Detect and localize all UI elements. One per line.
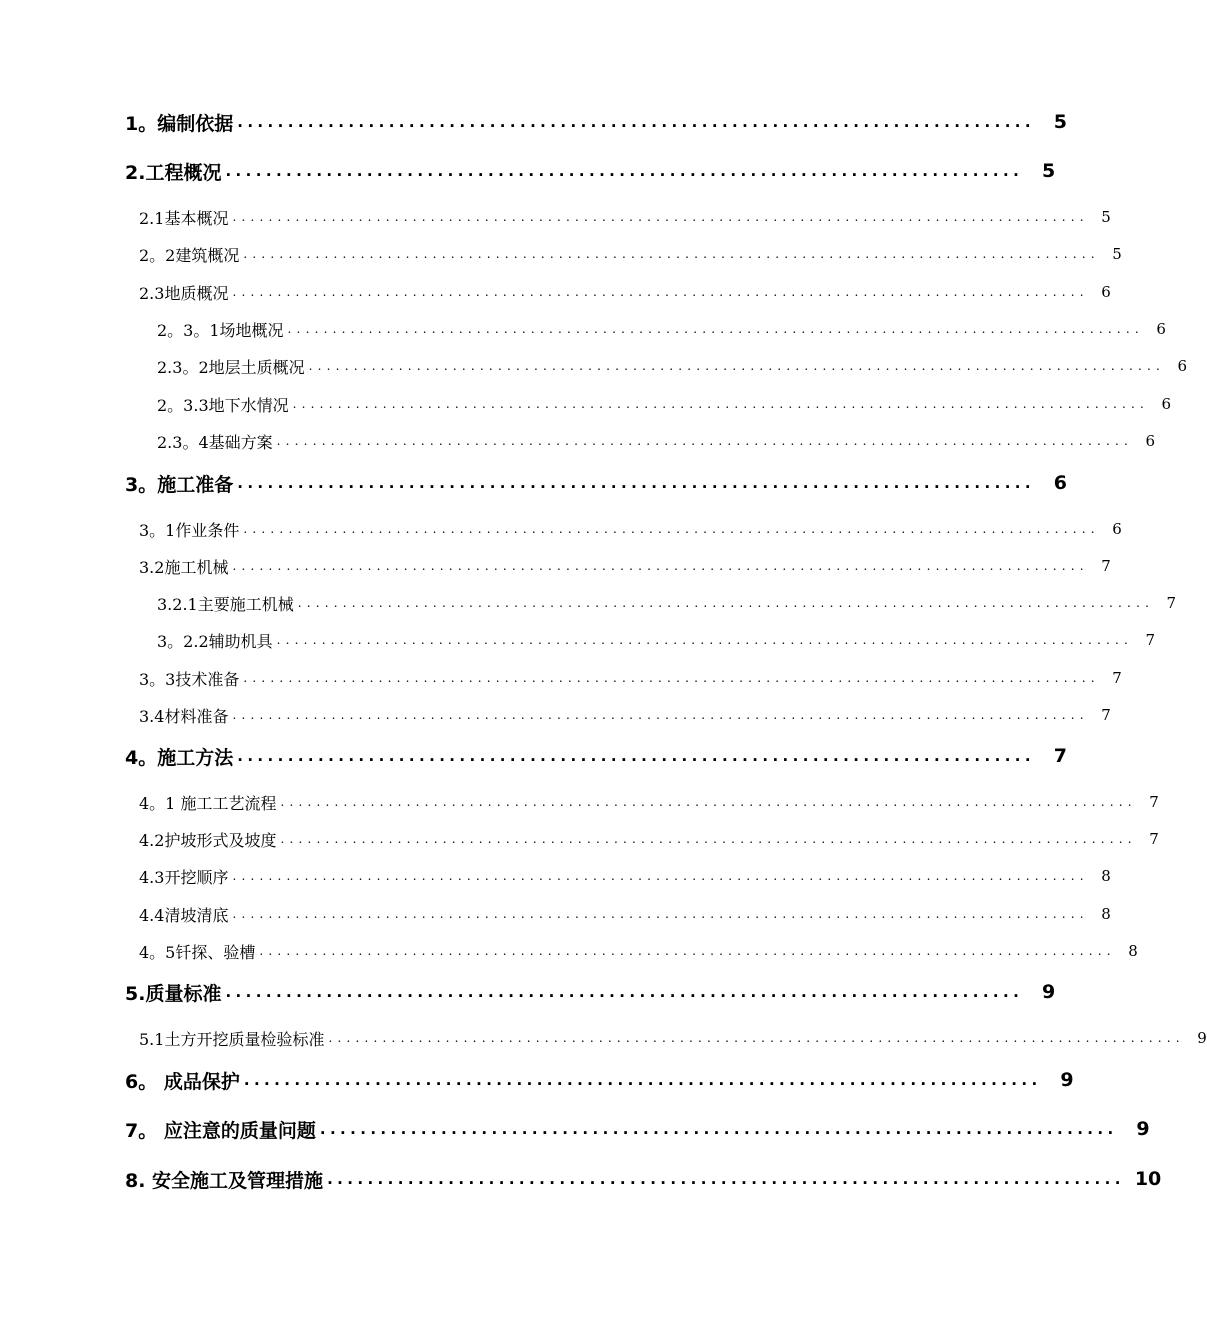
toc-entry[interactable] [125,468,1067,498]
toc-entry[interactable] [139,516,1122,542]
toc-dot-leader: ............................................................................... [237,474,1035,492]
toc-page-number: 5 [1041,160,1056,182]
toc-entry[interactable] [139,553,1111,579]
toc-entry-label: 2.3地质概况 [139,283,229,303]
toc-entry-label: 2。2建筑概况 [139,245,240,265]
toc-entry[interactable] [139,1025,1207,1051]
toc-entry-label: 5.质量标准 [125,982,222,1005]
toc-page-number: 6 [1112,520,1122,538]
toc-entry-label: 3。1作业条件 [139,520,240,540]
toc-entry[interactable] [125,1114,1150,1144]
toc-entry-label: 3。3技术准备 [139,669,240,689]
toc-entry[interactable] [139,901,1111,927]
toc-dot-leader: ............................................................................... [319,1120,1118,1138]
toc-dot-leader: ............................................................................................... [243,522,1100,536]
toc-entry[interactable] [157,627,1156,653]
toc-dot-leader: ............................................................................................... [232,559,1089,573]
toc-entry-label: 3.2施工机械 [139,557,229,577]
toc-dot-leader: ............................................................................................... [328,1031,1185,1045]
toc-entry-label: 8. 安全施工及管理措施 [125,1169,324,1192]
toc-page-number: 7 [1101,557,1111,575]
toc-page-number: 6 [1156,320,1166,338]
toc-entry-label: 4。5钎探、验槽 [139,942,256,962]
toc-dot-leader: ............................................................................................... [280,795,1137,809]
toc-entry[interactable] [139,938,1138,964]
toc-dot-leader: ............................................................................................... [280,832,1137,846]
toc-page-number: 5 [1101,208,1111,226]
toc-page-number: 8 [1128,942,1138,960]
toc-entry[interactable] [157,391,1172,417]
toc-dot-leader: ............................................................................................... [287,322,1144,336]
toc-dot-leader: ............................................................................... [237,113,1035,131]
toc-entry[interactable] [139,863,1111,889]
toc-entry-label: 3。施工准备 [125,473,234,496]
toc-entry[interactable] [139,241,1122,267]
toc-page-number: 7 [1166,594,1177,612]
toc-entry[interactable] [125,977,1056,1007]
toc-entry-label: 5.1土方开挖质量检验标准 [139,1029,325,1049]
toc-page-number: 5 [1112,245,1122,263]
toc-dot-leader: ............................................................................... [225,983,1024,1001]
toc-page-number: 7 [1145,631,1156,649]
toc-dot-leader: ............................................................................................... [259,944,1116,958]
toc-page-number: 7 [1053,745,1067,767]
toc-entry-label: 2.1基本概况 [139,208,229,228]
toc-entry[interactable] [139,204,1111,230]
toc-entry[interactable] [157,316,1166,342]
toc-page-number: 9 [1136,1118,1150,1140]
toc-page-number: 7 [1101,706,1111,724]
toc-entry[interactable] [125,1065,1074,1095]
toc-entry-label: 7。 应注意的质量问题 [125,1119,316,1142]
toc-page-number: 6 [1161,395,1172,413]
toc-dot-leader: ............................................................................................... [297,596,1155,610]
toc-entry[interactable] [139,826,1159,852]
toc-entry[interactable] [139,279,1111,305]
toc-page-number: 9 [1041,981,1056,1003]
toc-entry-label: 4。1 施工工艺流程 [139,793,277,813]
toc-entry-label: 6。 成品保护 [125,1070,240,1093]
toc-entry-label: 4.2护坡形式及坡度 [139,830,277,850]
toc-entry-label: 2。3。1场地概况 [157,320,284,340]
toc-entry-label: 2.工程概况 [125,161,222,184]
toc-dot-leader: ............................................................................................... [232,285,1089,299]
toc-entry-label: 1。编制依据 [125,112,234,135]
toc-dot-leader: ............................................................................................... [243,247,1100,261]
toc-entry-label: 4.4清坡清底 [139,905,229,925]
toc-entry[interactable] [125,1164,1162,1194]
toc-entry[interactable] [139,665,1122,691]
toc-entry[interactable] [139,789,1159,815]
toc-page-number: 5 [1053,111,1067,133]
toc-entry-label: 4.3开挖顺序 [139,867,229,887]
toc-dot-leader: ............................................................................................... [276,633,1134,647]
toc-entry-label: 3.4材料准备 [139,706,229,726]
toc-page-number: 6 [1177,357,1188,375]
toc-entry[interactable] [139,702,1111,728]
toc-dot-leader: ............................................................................................... [232,708,1089,722]
toc-entry-label: 2。3.3地下水情况 [157,395,289,415]
toc-entry[interactable] [157,428,1156,454]
toc-entry[interactable] [157,353,1188,379]
toc-entry-label: 4。施工方法 [125,746,234,769]
toc-page-number: 7 [1149,793,1159,811]
toc-entry-label: 3.2.1主要施工机械 [157,594,294,614]
toc-dot-leader: ............................................................................... [225,162,1024,180]
toc-entry-label: 2.3。2地层土质概况 [157,357,305,377]
toc-entry-label: 2.3。4基础方案 [157,432,273,452]
toc-page-number: 7 [1112,669,1122,687]
toc-dot-leader: ............................................................................................... [232,210,1089,224]
toc-page-number: 6 [1053,472,1067,494]
toc-page-number: 7 [1149,830,1159,848]
toc-dot-leader: ............................................................................................... [232,869,1089,883]
toc-page-number: 10 [1134,1168,1162,1190]
toc-entry[interactable] [125,107,1067,137]
toc-dot-leader: ............................................................................................... [232,907,1089,921]
toc-page-number: 6 [1101,283,1111,301]
toc-page-number: 8 [1101,905,1111,923]
toc-entry[interactable] [125,156,1056,186]
toc-dot-leader: ............................................................................... [243,1071,1042,1089]
toc-page-number: 9 [1197,1029,1207,1047]
toc-dot-leader: ............................................................................... [237,747,1035,765]
toc-dot-leader: ............................................................................................... [292,397,1150,411]
toc-entry[interactable] [125,741,1067,771]
toc-page-number: 6 [1145,432,1156,450]
toc-entry-label: 3。2.2辅助机具 [157,631,273,651]
toc-page-number: 8 [1101,867,1111,885]
toc-page-number: 9 [1060,1069,1074,1091]
toc-dot-leader: ............................................................................................... [243,671,1100,685]
toc-dot-leader: ............................................................................................... [308,359,1166,373]
toc-dot-leader: ............................................................................................... [276,434,1134,448]
toc-entry[interactable] [157,590,1177,616]
toc-dot-leader: ............................................................................... [327,1170,1125,1188]
